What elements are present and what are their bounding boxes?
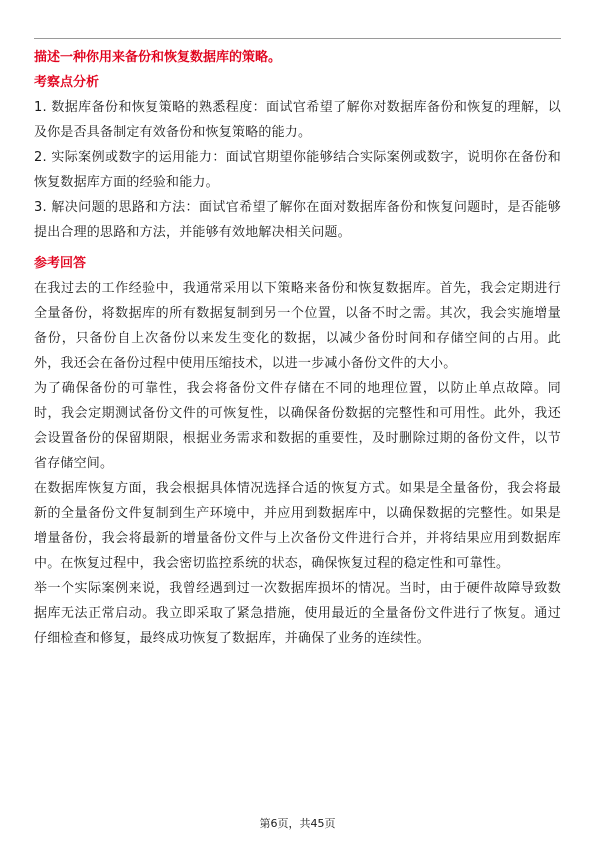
document-body — [34, 45, 561, 651]
analysis-point: 1. 数据库备份和恢复策略的熟悉程度：面试官希望了解你对数据库备份和恢复的理解，以及你是否具备制定有效备份和恢复策略的能力。 — [34, 100, 561, 140]
answer-heading: 参考回答 — [34, 256, 87, 271]
answer-paragraph: 为了确保备份的可靠性，我会将备份文件存储在不同的地理位置，以防止单点故障。同时，我会定期测试备份文件的可恢复性，以确保备份数据的完整性和可用性。此外，我还会设置备份的保留期限，根据业务需求和数据的重要性，及时删除过期的备份文件，以节省存储空间。 — [34, 381, 561, 471]
answer-paragraph: 在数据库恢复方面，我会根据具体情况选择合适的恢复方式。如果是全量备份，我会将最新的全量备份文件复制到生产环境中，并应用到数据库中，以确保数据的完整性。如果是增量备份，我会将最新的增量备份文件与上次备份文件进行合并，并将结果应用到数据库中。在恢复过程中，我会密切监控系统的状态，确保恢复过程的稳定性和可靠性。 — [34, 481, 561, 571]
page-number: 第6页，共45页 — [259, 817, 336, 830]
analysis-point: 3. 解决问题的思路和方法：面试官希望了解你在面对数据库备份和恢复问题时，是否能够提出合理的思路和方法，并能够有效地解决相关问题。 — [34, 200, 561, 240]
answer-paragraph: 在我过去的工作经验中，我通常采用以下策略来备份和恢复数据库。首先，我会定期进行全量备份，将数据库的所有数据复制到另一个位置，以备不时之需。其次，我会实施增量备份，只备份自上次备份以来发生变化的数据，以减少备份时间和存储空间的占用。此外，我还会在备份过程中使用压缩技术，以进一步减小备份文件的大小。 — [34, 281, 561, 371]
header-rule — [34, 38, 561, 39]
analysis-point: 2. 实际案例或数字的运用能力：面试官期望你能够结合实际案例或数字，说明你在备份和恢复数据库方面的经验和能力。 — [34, 150, 561, 190]
answer-paragraph: 举一个实际案例来说，我曾经遇到过一次数据库损坏的情况。当时，由于硬件故障导致数据库无法正常启动。我立即采取了紧急措施，使用最近的全量备份文件进行了恢复。通过仔细检查和修复，最终成功恢复了数据库，并确保了业务的连续性。 — [34, 581, 561, 646]
question-title: 描述一种你用来备份和恢复数据库的策略。 — [34, 50, 282, 65]
analysis-heading: 考察点分析 — [34, 75, 100, 90]
